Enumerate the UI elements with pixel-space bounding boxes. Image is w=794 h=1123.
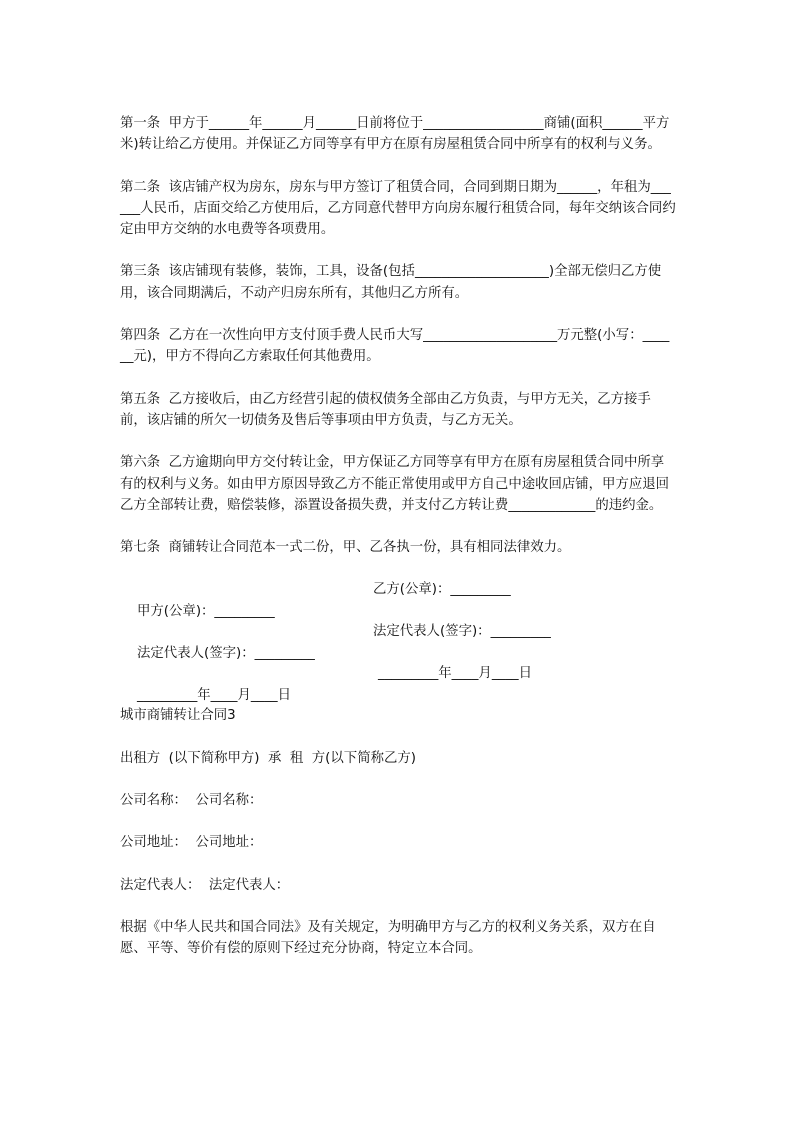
article-7: 第七条 商铺转让合同范本一式二份，甲、乙各执一份，具有相同法律效力。 <box>120 540 571 556</box>
seal-row <box>120 579 676 619</box>
party-a-representative: 法定代表人(签字)：_________ <box>137 645 315 661</box>
party-b-representative: 法定代表人(签字)：_________ <box>373 624 551 640</box>
document-page <box>120 113 676 960</box>
article-4: 第四条 乙方在一次性向甲方支付顶手费人民币大写____________________万元整(小写：______元)，甲方不得向乙方索取任何其他费用。 <box>120 328 670 365</box>
contract-3-company-address: 公司地址： 公司地址： <box>120 835 263 851</box>
article-6: 第六条 乙方逾期向甲方交付转让金，甲方保证乙方同等享有甲方在原有房屋租赁合同中所享有的权利与义务。如由甲方原因导致乙方不能正常使用或甲方自己中途收回店铺，甲方应退回乙方全部转让费，赔偿装修，添置设备损失费，并支付乙方转让费_____________的违约金。 <box>120 455 670 513</box>
party-a-date: _________年____月____日 <box>137 687 292 703</box>
contract-3-legal-representative: 法定代表人： 法定代表人： <box>120 877 290 893</box>
contract-3-company-name: 公司名称： 公司名称： <box>120 793 263 809</box>
party-b-seal: 乙方(公章)：_________ <box>373 582 511 598</box>
party-a-seal: 甲方(公章)：_________ <box>137 603 275 619</box>
article-2: 第二条 该店铺产权为房东，房东与甲方签订了租赁合同，合同到期日期为______，年租为______人民币，店面交给乙方使用后，乙方同意代替甲方向房东履行租赁合同，每年交纳该合同约定由甲方交纳的水电费等各项费用。 <box>120 179 676 238</box>
article-1: 第一条 甲方于______年______月______日前将位于__________________商铺(面积______平方米)转让给乙方使用。并保证乙方同等享有甲方在原有房屋租赁合同中所享有的权利与义务。 <box>120 116 670 153</box>
date-row <box>120 663 676 703</box>
contract-3-parties: 出租方 (以下简称甲方) 承 租 方(以下简称乙方) <box>120 750 416 766</box>
representative-row <box>120 621 676 661</box>
article-5: 第五条 乙方接收后，由乙方经营引起的债权债务全部由乙方负责，与甲方无关，乙方接手前，该店铺的所欠一切债务及售后等事项由甲方负责，与乙方无关。 <box>120 391 651 428</box>
party-b-date: _________年____月____日 <box>378 666 532 682</box>
article-3: 第三条 该店铺现有装修，装饰，工具，设备(包括____________________)全部无偿归乙方使用，该合同期满后，不动产归房东所有，其他归乙方所有。 <box>120 264 662 301</box>
contract-3-preamble: 根据《中华人民共和国合同法》及有关规定，为明确甲方与乙方的权利义务关系，双方在自愿、平等、等价有偿的原则下经过充分协商，特定立本合同。 <box>120 919 656 957</box>
contract-3-title: 城市商铺转让合同3 <box>120 708 236 724</box>
